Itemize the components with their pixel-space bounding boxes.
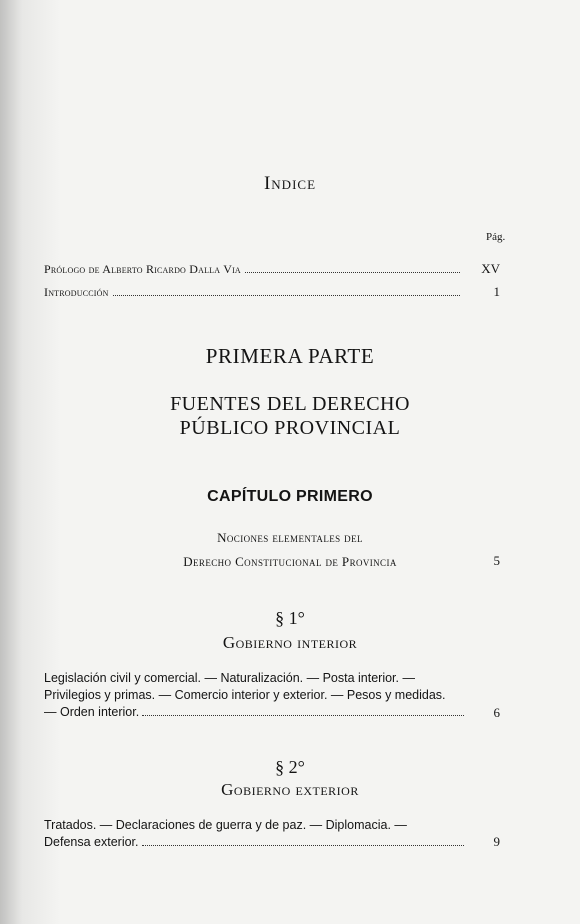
toc-entry-page: XV <box>481 261 500 276</box>
section-2-page: 9 <box>493 834 500 849</box>
chapter-page: 5 <box>493 553 500 568</box>
section-1-number: § 1° <box>275 608 305 628</box>
entry-last-line <box>44 834 464 851</box>
part-subtitle-line1: FUENTES DEL DERECHO <box>170 393 410 415</box>
toc-entry-introduction[interactable] <box>44 285 464 299</box>
toc-entry-prologue[interactable] <box>44 262 464 276</box>
toc-entry-label: Prólogo de Alberto Ricardo Dalla Via <box>44 262 241 276</box>
index-title: Indice <box>263 173 317 194</box>
entry-line: Legislación civil y comercial. — Naturalización. — Posta interior. — <box>44 671 415 685</box>
part-subtitle-line2: PÚBLICO PROVINCIAL <box>179 417 401 439</box>
chapter-title: CAPÍTULO PRIMERO <box>207 488 373 505</box>
toc-entry-page: 1 <box>493 284 500 299</box>
section-1-title: Gobierno interior <box>222 633 358 652</box>
chapter-subtitle-line1[interactable]: Nociones elementales del <box>217 530 363 545</box>
section-1-page: 6 <box>493 705 500 720</box>
leader-dots <box>142 705 464 716</box>
entry-line: — Orden interior. <box>44 705 140 719</box>
section-1-entry[interactable] <box>44 670 472 721</box>
section-2-number: § 2° <box>275 757 305 777</box>
entry-last-line <box>44 704 464 721</box>
entry-line: Defensa exterior. <box>44 835 139 849</box>
entry-line: Privilegios y primas. — Comercio interior y exterior. — Pesos y medidas. <box>44 688 446 702</box>
leader-dots <box>245 262 460 273</box>
section-2-title: Gobierno exterior <box>221 780 359 799</box>
page-column-label: Pág. <box>486 231 506 243</box>
section-2-entry[interactable] <box>44 817 472 851</box>
part-title: PRIMERA PARTE <box>205 344 375 368</box>
entry-line: Tratados. — Declaraciones de guerra y de paz. — Diplomacia. — <box>44 818 407 832</box>
leader-dots <box>113 285 460 296</box>
chapter-subtitle-line2[interactable]: Derecho Constitucional de Provincia <box>183 554 397 569</box>
toc-entry-label: Introducción <box>44 285 109 299</box>
leader-dots <box>142 835 465 846</box>
